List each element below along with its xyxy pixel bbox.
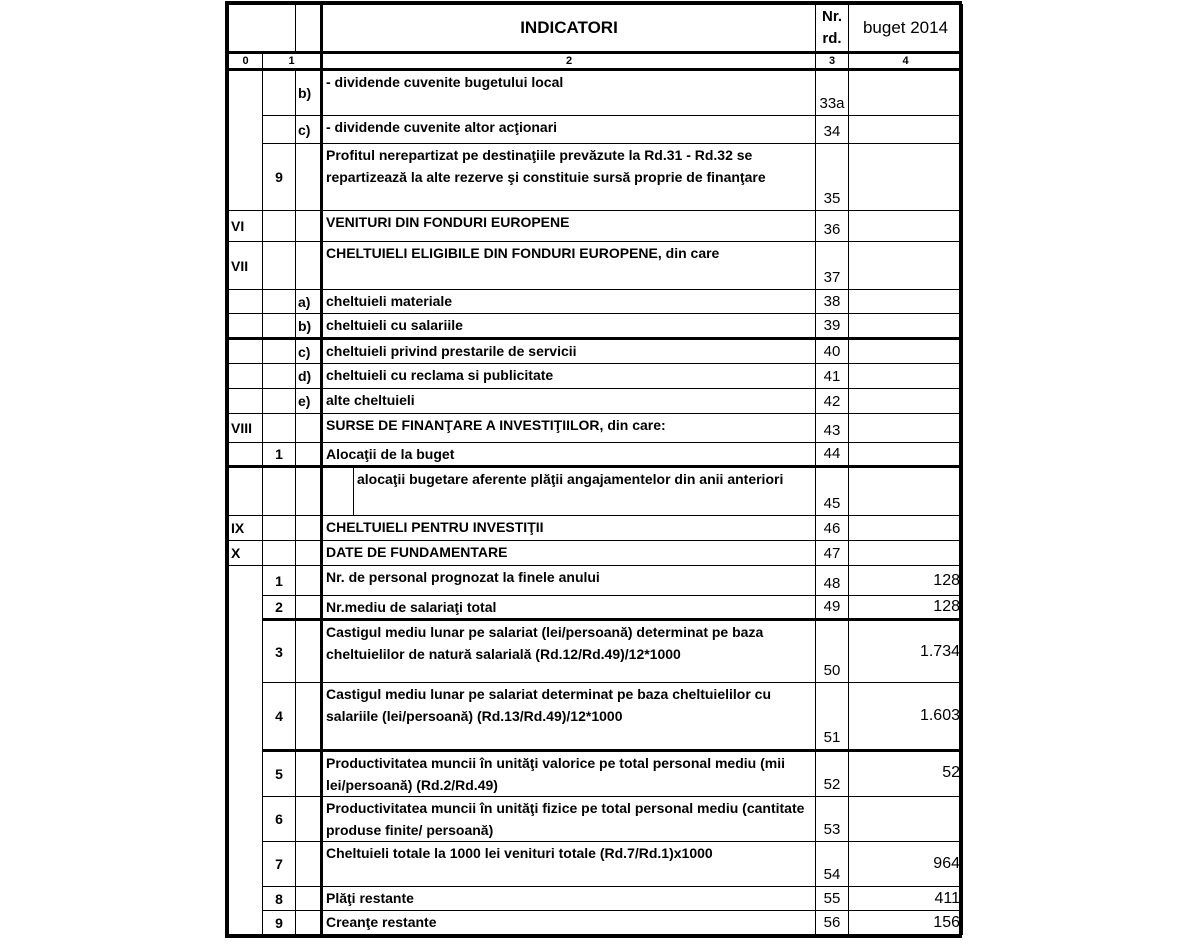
value-cell	[849, 242, 963, 290]
number-cell: 1	[263, 443, 296, 467]
number-cell: 1	[263, 566, 296, 596]
roman-cell	[229, 339, 263, 364]
row-number-cell: 50	[816, 620, 849, 683]
table-row	[229, 414, 963, 443]
letter-cell	[296, 620, 322, 683]
table-row	[229, 70, 963, 116]
indicators-table	[228, 4, 963, 935]
number-cell	[263, 290, 296, 314]
table-row	[229, 566, 963, 596]
indicator-cell: Profitul nerepartizat pe destinaţiile prevăzute la Rd.31 - Rd.32 se repartizează la alte rezerve şi constituie sursă proprie de finanţare	[322, 144, 816, 211]
letter-cell: b)	[296, 70, 322, 116]
number-cell: 9	[263, 911, 296, 935]
roman-cell	[229, 364, 263, 389]
header-nr-rd-line2: rd.	[822, 30, 842, 47]
table-row	[229, 339, 963, 364]
indicator-cell: Nr. de personal prognozat la finele anului	[322, 566, 816, 596]
roman-cell	[229, 314, 263, 339]
index-2: 2	[322, 53, 816, 70]
row-number-cell: 36	[816, 211, 849, 242]
number-cell	[263, 516, 296, 541]
number-cell	[263, 339, 296, 364]
header-buget: buget 2014	[849, 5, 963, 53]
indicator-cell: cheltuieli materiale	[322, 290, 816, 314]
index-4: 4	[849, 53, 963, 70]
indicator-cell: cheltuieli cu salariile	[322, 314, 816, 339]
value-cell: 156	[849, 911, 963, 935]
sub-indicator-text: alocaţii bugetare aferente plăţii angajamentelor din anii anteriori	[357, 471, 784, 487]
header-blank-cell-2	[296, 5, 322, 53]
header-nr-rd-line1: Nr.	[821, 8, 842, 25]
value-cell	[849, 389, 963, 414]
roman-cell: X	[229, 541, 263, 566]
row-number-cell: 41	[816, 364, 849, 389]
row-number-cell: 44	[816, 443, 849, 467]
table-row	[229, 467, 963, 516]
row-number-cell: 52	[816, 751, 849, 797]
value-cell: 1.734	[849, 620, 963, 683]
indicator-cell: cheltuieli privind prestarile de servicii	[322, 339, 816, 364]
row-number-cell: 54	[816, 842, 849, 887]
table-row	[229, 211, 963, 242]
indicator-cell: Castigul mediu lunar pe salariat (lei/persoană) determinat pe baza cheltuielilor de natură salarială (Rd.12/Rd.49)/12*1000	[322, 620, 816, 683]
index-1: 1	[263, 53, 322, 70]
table-row	[229, 443, 963, 467]
roman-cell	[229, 566, 263, 935]
number-cell	[263, 314, 296, 339]
roman-cell	[229, 389, 263, 414]
letter-cell	[296, 467, 322, 516]
value-cell	[849, 211, 963, 242]
indicator-cell: Plăţi restante	[322, 887, 816, 911]
number-cell	[263, 242, 296, 290]
value-cell	[849, 116, 963, 144]
letter-cell	[296, 751, 322, 797]
letter-cell: a)	[296, 290, 322, 314]
row-number-cell: 46	[816, 516, 849, 541]
number-cell	[263, 467, 296, 516]
letter-cell	[296, 842, 322, 887]
header-nr-rd	[816, 5, 849, 53]
table-row	[229, 887, 963, 911]
indicator-cell: Alocaţii de la buget	[322, 443, 816, 467]
row-number-cell: 35	[816, 144, 849, 211]
indicator-cell: VENITURI DIN FONDURI EUROPENE	[322, 211, 816, 242]
letter-cell: e)	[296, 389, 322, 414]
indicator-cell: alte cheltuieli	[322, 389, 816, 414]
value-cell	[849, 516, 963, 541]
sub-indent-cell	[323, 468, 354, 515]
letter-cell	[296, 242, 322, 290]
table-row	[229, 144, 963, 211]
row-number-cell: 43	[816, 414, 849, 443]
row-number-cell: 34	[816, 116, 849, 144]
value-cell	[849, 144, 963, 211]
value-cell	[849, 443, 963, 467]
number-cell: 2	[263, 596, 296, 620]
header-row	[229, 5, 963, 53]
indicator-cell: - dividende cuvenite altor acţionari	[322, 116, 816, 144]
table-row	[229, 596, 963, 620]
indicator-cell: DATE DE FUNDAMENTARE	[322, 541, 816, 566]
row-number-cell: 48	[816, 566, 849, 596]
letter-cell	[296, 797, 322, 842]
number-cell: 6	[263, 797, 296, 842]
number-cell: 3	[263, 620, 296, 683]
table-row	[229, 751, 963, 797]
table-row	[229, 911, 963, 935]
value-cell	[849, 290, 963, 314]
row-number-cell: 37	[816, 242, 849, 290]
number-cell	[263, 70, 296, 116]
indicator-cell: SURSE DE FINANŢARE A INVESTIŢIILOR, din care:	[322, 414, 816, 443]
indicator-cell: Productivitatea muncii în unităţi fizice pe total personal mediu (cantitate produse finite/ persoană)	[322, 797, 816, 842]
roman-cell	[229, 467, 263, 516]
indicator-cell: Creanţe restante	[322, 911, 816, 935]
number-cell	[263, 116, 296, 144]
letter-cell	[296, 911, 322, 935]
letter-cell	[296, 443, 322, 467]
roman-cell: VII	[229, 242, 263, 290]
row-number-cell: 40	[816, 339, 849, 364]
value-cell	[849, 314, 963, 339]
number-cell: 9	[263, 144, 296, 211]
value-cell	[849, 414, 963, 443]
value-cell	[849, 541, 963, 566]
value-cell	[849, 70, 963, 116]
value-cell	[849, 797, 963, 842]
value-cell: 411	[849, 887, 963, 911]
value-cell	[849, 467, 963, 516]
row-number-cell: 47	[816, 541, 849, 566]
value-cell	[849, 364, 963, 389]
row-number-cell: 39	[816, 314, 849, 339]
number-cell	[263, 364, 296, 389]
value-cell: 52	[849, 751, 963, 797]
letter-cell	[296, 414, 322, 443]
table-row	[229, 364, 963, 389]
number-cell	[263, 211, 296, 242]
roman-cell: IX	[229, 516, 263, 541]
letter-cell: c)	[296, 116, 322, 144]
value-cell: 128	[849, 596, 963, 620]
indicator-cell: CHELTUIELI ELIGIBILE DIN FONDURI EUROPENE, din care	[322, 242, 816, 290]
header-indicatori: INDICATORI	[322, 5, 816, 53]
row-number-cell: 45	[816, 467, 849, 516]
roman-cell	[229, 290, 263, 314]
number-cell: 8	[263, 887, 296, 911]
letter-cell	[296, 683, 322, 751]
number-cell: 4	[263, 683, 296, 751]
row-number-cell: 56	[816, 911, 849, 935]
header-blank-cell	[229, 5, 296, 53]
table-row	[229, 314, 963, 339]
letter-cell	[296, 211, 322, 242]
table-row	[229, 516, 963, 541]
indicator-cell	[322, 467, 816, 516]
row-number-cell: 49	[816, 596, 849, 620]
letter-cell	[296, 596, 322, 620]
table-row	[229, 116, 963, 144]
indicator-cell: Castigul mediu lunar pe salariat determinat pe baza cheltuielilor cu salariile (lei/persoană) (Rd.13/Rd.49)/12*1000	[322, 683, 816, 751]
number-cell	[263, 414, 296, 443]
table-row	[229, 797, 963, 842]
row-number-cell: 33a	[816, 70, 849, 116]
table-row	[229, 290, 963, 314]
indicator-cell: cheltuieli cu reclama si publicitate	[322, 364, 816, 389]
row-number-cell: 38	[816, 290, 849, 314]
indicator-cell: CHELTUIELI PENTRU INVESTIŢII	[322, 516, 816, 541]
indicator-cell: Cheltuieli totale la 1000 lei venituri totale (Rd.7/Rd.1)x1000	[322, 842, 816, 887]
table-row	[229, 242, 963, 290]
number-cell	[263, 541, 296, 566]
table-row	[229, 620, 963, 683]
letter-cell	[296, 566, 322, 596]
roman-cell	[229, 443, 263, 467]
letter-cell: c)	[296, 339, 322, 364]
letter-cell	[296, 144, 322, 211]
value-cell	[849, 339, 963, 364]
table-row	[229, 541, 963, 566]
row-number-cell: 53	[816, 797, 849, 842]
letter-cell	[296, 516, 322, 541]
letter-cell: d)	[296, 364, 322, 389]
indicator-cell: - dividende cuvenite bugetului local	[322, 70, 816, 116]
row-number-cell: 42	[816, 389, 849, 414]
row-number-cell: 55	[816, 887, 849, 911]
table-row	[229, 683, 963, 751]
index-0: 0	[229, 53, 263, 70]
number-cell: 5	[263, 751, 296, 797]
table-row	[229, 842, 963, 887]
number-cell: 7	[263, 842, 296, 887]
letter-cell	[296, 887, 322, 911]
letter-cell	[296, 541, 322, 566]
indicator-cell: Productivitatea muncii în unităţi valorice pe total personal mediu (mii lei/persoană) (Rd.2/Rd.49)	[322, 751, 816, 797]
table-row	[229, 389, 963, 414]
index-3: 3	[816, 53, 849, 70]
roman-cell: VI	[229, 211, 263, 242]
number-cell	[263, 389, 296, 414]
letter-cell: b)	[296, 314, 322, 339]
column-index-row	[229, 53, 963, 70]
roman-cell	[229, 70, 263, 211]
indicator-cell: Nr.mediu de salariaţi total	[322, 596, 816, 620]
budget-indicator-table	[225, 1, 962, 938]
value-cell: 128	[849, 566, 963, 596]
value-cell: 1.603	[849, 683, 963, 751]
value-cell: 964	[849, 842, 963, 887]
row-number-cell: 51	[816, 683, 849, 751]
roman-cell: VIII	[229, 414, 263, 443]
